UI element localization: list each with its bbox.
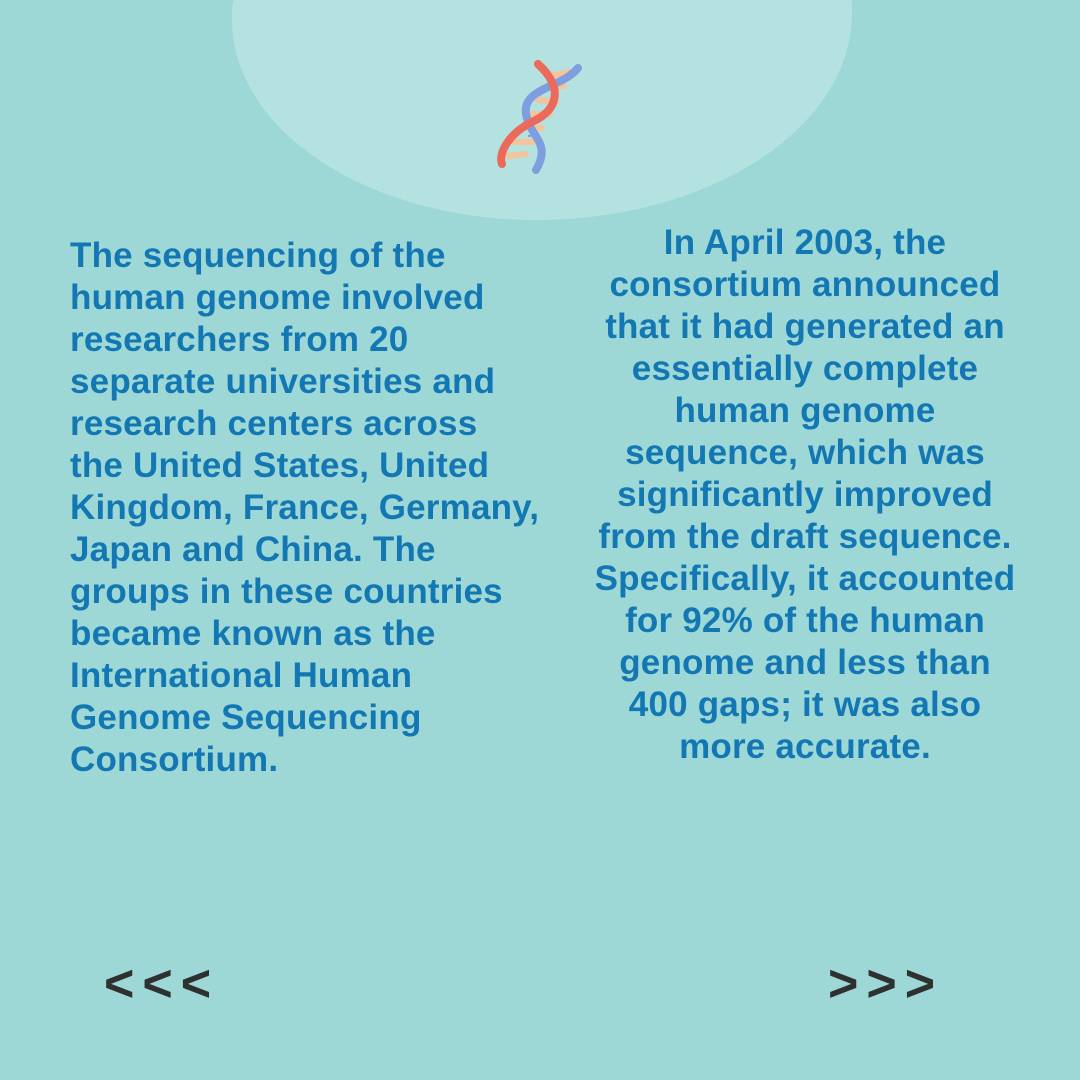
dna-helix-icon — [492, 58, 588, 180]
next-arrows-button[interactable]: >>> — [828, 955, 944, 1013]
left-paragraph: The sequencing of the human genome involved researchers from 20 separate universities and research centers across the United States, United Kingdom, France, Germany, Japan and China. The groups in these countries became known as the International Human Genome Sequencing Consortium. — [70, 236, 540, 779]
previous-arrows-button[interactable]: <<< — [104, 955, 220, 1013]
right-paragraph: In April 2003, the consortium announced that it had generated an essentially complete human genome sequence, which was significantly improved from the draft sequence. Specifically, it accounted for 92% of the human genome and less than 400 gaps; it was also more accurate. — [594, 223, 1016, 766]
